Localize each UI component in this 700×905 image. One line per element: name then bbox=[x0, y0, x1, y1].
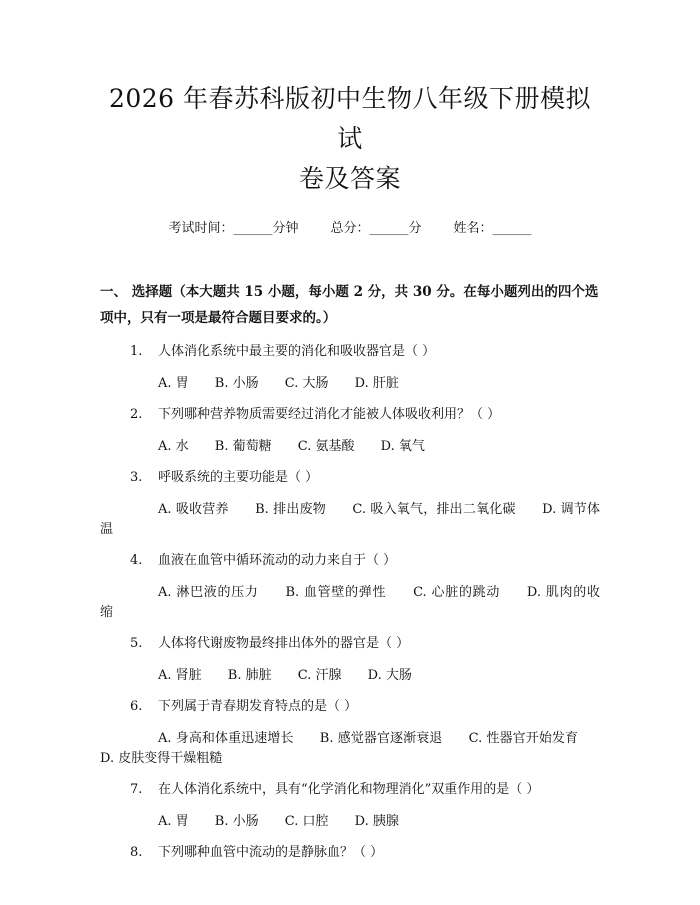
option-b: B. 血管壁的弹性 bbox=[285, 585, 387, 600]
question-stem bbox=[100, 342, 600, 362]
question-number: 3. bbox=[130, 470, 143, 485]
student-name-field: 姓名：______ bbox=[453, 221, 532, 236]
question-item bbox=[100, 342, 600, 394]
exam-title bbox=[100, 0, 600, 199]
option-c: C. 性器官开始发育 bbox=[468, 731, 579, 746]
question-options bbox=[100, 666, 600, 686]
question-stem bbox=[100, 843, 600, 863]
option-a: A. 身高和体重迅速增长 bbox=[158, 731, 294, 746]
exam-title-line2: 卷及答案 bbox=[298, 164, 401, 193]
question-options bbox=[100, 583, 600, 623]
option-b: B. 感觉器官逐渐衰退 bbox=[319, 731, 443, 746]
option-a: A. 胃 bbox=[158, 376, 189, 391]
question-stem bbox=[100, 468, 600, 488]
question-text: 在人体消化系统中，具有“化学消化和物理消化”双重作用的是（ ） bbox=[158, 782, 540, 797]
question-item bbox=[100, 780, 600, 832]
question-stem bbox=[100, 405, 600, 425]
option-c: C. 心脏的跳动 bbox=[413, 585, 501, 600]
option-a: A. 水 bbox=[158, 439, 189, 454]
option-d: D. 胰腺 bbox=[354, 814, 399, 829]
section-heading: 一、 选择题（本大题共 15 小题，每小题 2 分，共 30 分。在每小题列出的四个选项中，只有一项是最符合题目要求的。） bbox=[100, 284, 599, 326]
question-number: 1. bbox=[130, 344, 143, 359]
question-number: 5. bbox=[130, 636, 143, 651]
question-options bbox=[100, 374, 600, 394]
question-number: 7. bbox=[130, 782, 143, 797]
question-number: 2. bbox=[130, 407, 143, 422]
question-text: 呼吸系统的主要功能是（ ） bbox=[158, 470, 319, 485]
question-options bbox=[100, 500, 600, 540]
option-a: A. 吸收营养 bbox=[158, 502, 229, 517]
question-text: 人体将代谢废物最终排出体外的器官是（ ） bbox=[158, 636, 410, 651]
question-number: 8. bbox=[130, 845, 143, 860]
option-a: A. 肾脏 bbox=[158, 668, 202, 683]
question-item bbox=[100, 551, 600, 623]
question-stem bbox=[100, 551, 600, 571]
option-c: C. 汗腺 bbox=[297, 668, 342, 683]
option-b: B. 小肠 bbox=[214, 376, 259, 391]
option-a: A. 胃 bbox=[158, 814, 189, 829]
question-options bbox=[100, 812, 600, 832]
question-item bbox=[100, 843, 600, 863]
question-list bbox=[100, 342, 600, 863]
option-d: D. 肌肉的收缩 bbox=[100, 585, 600, 620]
question-item bbox=[100, 697, 600, 769]
question-text: 人体消化系统中最主要的消化和吸收器官是（ ） bbox=[158, 344, 436, 359]
exam-info bbox=[100, 219, 600, 239]
question-stem bbox=[100, 780, 600, 800]
option-d: D. 肝脏 bbox=[354, 376, 399, 391]
total-score-field: 总分：______分 bbox=[330, 221, 422, 236]
option-d: D. 调节体温 bbox=[100, 502, 601, 537]
question-options bbox=[100, 437, 600, 457]
question-item bbox=[100, 468, 600, 540]
exam-time-field: 考试时间：______分钟 bbox=[168, 221, 299, 236]
question-item bbox=[100, 634, 600, 686]
option-c: C. 口腔 bbox=[284, 814, 329, 829]
question-item bbox=[100, 405, 600, 457]
option-b: B. 葡萄糖 bbox=[214, 439, 272, 454]
option-b: B. 排出废物 bbox=[255, 502, 327, 517]
question-stem bbox=[100, 697, 600, 717]
question-text: 下列属于青春期发育特点的是（ ） bbox=[158, 699, 358, 714]
option-b: B. 小肠 bbox=[214, 814, 259, 829]
option-a: A. 淋巴液的压力 bbox=[158, 585, 259, 600]
option-d: D. 氧气 bbox=[380, 439, 425, 454]
option-b: B. 肺脏 bbox=[227, 668, 272, 683]
option-c: C. 氨基酸 bbox=[297, 439, 355, 454]
option-d: D. 皮肤变得干燥粗糙 bbox=[100, 751, 223, 766]
question-text: 下列哪种营养物质需要经过消化才能被人体吸收利用？（ ） bbox=[158, 407, 501, 422]
question-number: 6. bbox=[130, 699, 143, 714]
option-d: D. 大肠 bbox=[367, 668, 412, 683]
question-number: 4. bbox=[130, 553, 143, 568]
option-c: C. 吸入氧气，排出二氧化碳 bbox=[352, 502, 516, 517]
exam-title-line1: 2026 年春苏科版初中生物八年级下册模拟试 bbox=[108, 84, 592, 153]
option-c: C. 大肠 bbox=[284, 376, 329, 391]
question-text: 血液在血管中循环流动的动力来自于（ ） bbox=[158, 553, 397, 568]
question-options bbox=[100, 729, 600, 769]
question-stem bbox=[100, 634, 600, 654]
question-text: 下列哪种血管中流动的是静脉血？（ ） bbox=[158, 845, 384, 860]
